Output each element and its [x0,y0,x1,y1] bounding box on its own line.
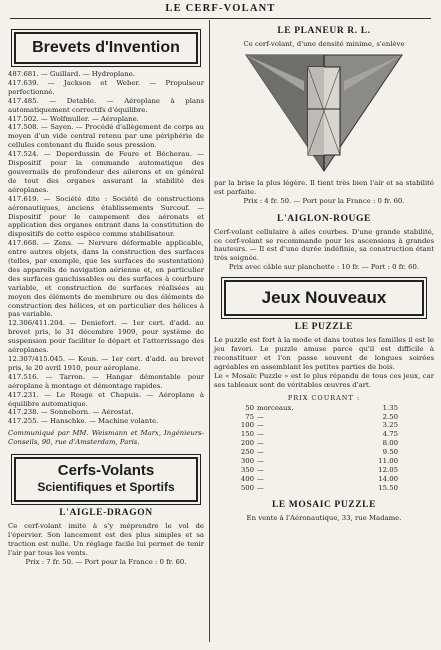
price-row [214,457,434,466]
aigle-dragon-price: Prix : 7 fr. 50. — Port pour la France : 0 fr. 60. [25,557,187,566]
price-label: — [257,483,264,492]
price-label: — [257,474,264,483]
price-row [214,448,434,457]
price-price: 15.50 [378,483,398,492]
aiglon-rouge-title: L'AIGLON-ROUGE [277,213,371,224]
brevet-entry: 417.255. — Hanschke. — Machine volante. [8,417,159,426]
price-row [214,421,434,430]
brevet-entry: 417.502. — Wolfmuller. — Aéroplane. [8,114,139,123]
cerfs-title-main: Cerfs-Volants [57,462,155,480]
price-label: — [257,439,264,448]
brevet-entry: 417.238. — Sonneborn. — Aérostat. [8,408,134,417]
brevets-title: Brevets d'Invention [14,32,198,64]
brevet-entry: 12.306/411.204. — Deniefort. — 1er cert. d'add. au brevet pris, le 31 décembre 1909, pour système de suspension pour faciliter le départ et l'atterrissage des aéroplanes. [8,319,204,355]
planeur-title: LE PLANEUR R. L. [277,26,371,36]
brevet-entry: 417.485. — Detable. — Aéroplane à plans automatiquement correctifs d'équilibre. [8,96,204,114]
puzzle-text: Le puzzle est fort à la mode et dans toutes les familles il est le jeu favori. Le puzzle amuse parce qu'il est difficile à reconstituer et l'on passe souvent de longues soirées agréables en assemblant les petites parties de bois. [214,336,434,371]
price-row [214,466,434,475]
aiglon-rouge-text: Cerf-volant cellulaire à ailes courbes. D'une grande stabilité, ce cerf-volant se recommande pour les ascensions à grandes hauteurs. — Il est d'une durée indéfinie, sa construction étant très soignée. [214,227,434,263]
communique-text: Communiqué par MM. Weismann et Marx, Ingénieurs-Conseils, 90, rue d'Amsterdam, Paris. [8,429,204,447]
price-qty: 350 [240,465,254,474]
price-label: — [257,448,264,457]
page-header: LE CERF-VOLANT [165,3,276,14]
price-label: morceaux. [257,403,294,412]
price-row [214,430,434,439]
price-table [214,404,434,493]
price-price: 2.50 [382,412,398,421]
price-qty: 150 [240,430,254,439]
planeur-intro: Ce cerf-volant, d'une densité minime, s'enlève [243,40,405,48]
planeur-text: par la brise la plus légère. Il tient très bien l'air et sa stabilité est parfaite. [214,178,434,196]
price-qty: 200 [240,439,254,448]
right-column [214,22,434,523]
jeux-nouveaux-title: Jeux Nouveaux [224,280,424,316]
price-price: 1.35 [382,403,398,412]
price-row [214,413,434,422]
brevets-list [8,70,204,426]
header-rule [10,18,431,19]
brevet-entry: 487.681. — Guillard. — Hydroplane. [8,70,135,78]
planeur-price: Prix : 4 fr. 50. — Port pour la France : 0 fr. 60. [243,196,405,205]
brevet-entry: 417.668. — Zens. — Nervure déformable applicable, entre autres objets, dans la construction des surfaces (telles, par exemple, que les surfaces de sustentation) des appareils de navigation aérienne et, en particulier des surfaces gauchissables ou des surfaces à courbure variable, et construction de surfaces réalisées au moyen des éléments de membrure ou des éléments de construction des hélices, et en particulier des hélices à pas variable. [8,239,204,319]
price-row [214,404,434,413]
price-qty: 100 [240,421,254,430]
price-qty: 300 [240,457,254,466]
price-price: 14.00 [378,474,398,483]
mosaic-puzzle-title: LE MOSAIC PUZZLE [271,499,377,510]
price-label: — [257,465,264,474]
aigle-dragon-title: L'AIGLE-DRAGON [59,508,153,519]
brevet-entry: 12.307/415.045. — Keun. — 1er cert. d'add. au brevet pris, le 20 avril 1910, pour aéroplane. [8,355,204,372]
mosaic-puzzle-text: En vente à l'Aéronautique, 33, rue Madame. [246,513,402,522]
brevet-entry: 417.508. — Sayen. — Procédé d'allègement de corps au moyen d'un vide central retenu par une périphérie de cellules contenant du fluide sous pression. [8,123,204,150]
price-price: 3.25 [382,421,398,430]
price-price: 8.00 [382,439,398,448]
price-label: — [257,430,264,439]
brevet-entry: 417.639. — Jackson et Weber. — Propulseur perfectionné. [8,78,204,96]
prix-courant-label: PRIX COURANT : [287,393,361,402]
puzzle-text-2: Le « Mosaïc Puzzle » est le plus répandu de tous ces jeux, car ses tableaux sont de véritables œuvres d'art. [214,371,434,389]
price-price: 11.00 [378,457,398,466]
price-label: — [257,421,264,430]
price-row [214,475,434,484]
brevet-entry: 417.516. — Tarron. — Hangar démontable pour aéroplane à montage et démontage rapides. [8,372,204,390]
left-column [8,22,204,567]
price-label: — [257,412,264,421]
aigle-dragon-text: Ce cerf-volant imite à s'y méprendre le vol de l'épervier. Son lancement est des plus simples et sa traction est nulle. Un réglage facile lui permet de tenir l'air par tous les vents. [8,522,204,557]
price-row [214,439,434,448]
price-qty: 75 [245,412,254,421]
price-qty: 50 [245,403,254,412]
price-row [214,484,434,493]
aiglon-rouge-price: Prix avec câble sur planchette : 10 fr. — Port : 0 fr. 60. [228,263,420,272]
price-price: 9.50 [382,448,398,457]
price-label: — [257,457,264,466]
brevet-entry: 417.619. — Société dite : Société de constructions aéronautiques, anciens établissements Surcouf. — Dispositif pour le campement des aéronats et application des organes entrant dans la constitution de dispositifs de cette espèce comme stabilisateur. [8,194,204,239]
price-price: 12.05 [378,465,398,474]
cerfs-volants-title [14,457,198,502]
column-divider [209,20,210,642]
puzzle-title: LE PUZZLE [294,322,354,333]
cerfs-title-sub: Scientifiques et Sportifs [37,480,175,495]
price-price: 4.75 [382,430,398,439]
brevet-entry: 417.524. — Deperdussin de Feure et Bécherau. — Dispositif pour la commande automatique des gouvernails de profondeur des ailerons et en général de tout des organes assurant la stabilité des aéroplanes. [8,150,204,194]
price-qty: 250 [240,448,254,457]
brevet-entry: 417.231. — Le Rouge et Chapuis. — Aéroplane à équilibre automatique. [8,390,204,408]
price-qty: 500 [240,483,254,492]
price-qty: 400 [240,474,254,483]
planeur-kite-image [244,51,404,175]
